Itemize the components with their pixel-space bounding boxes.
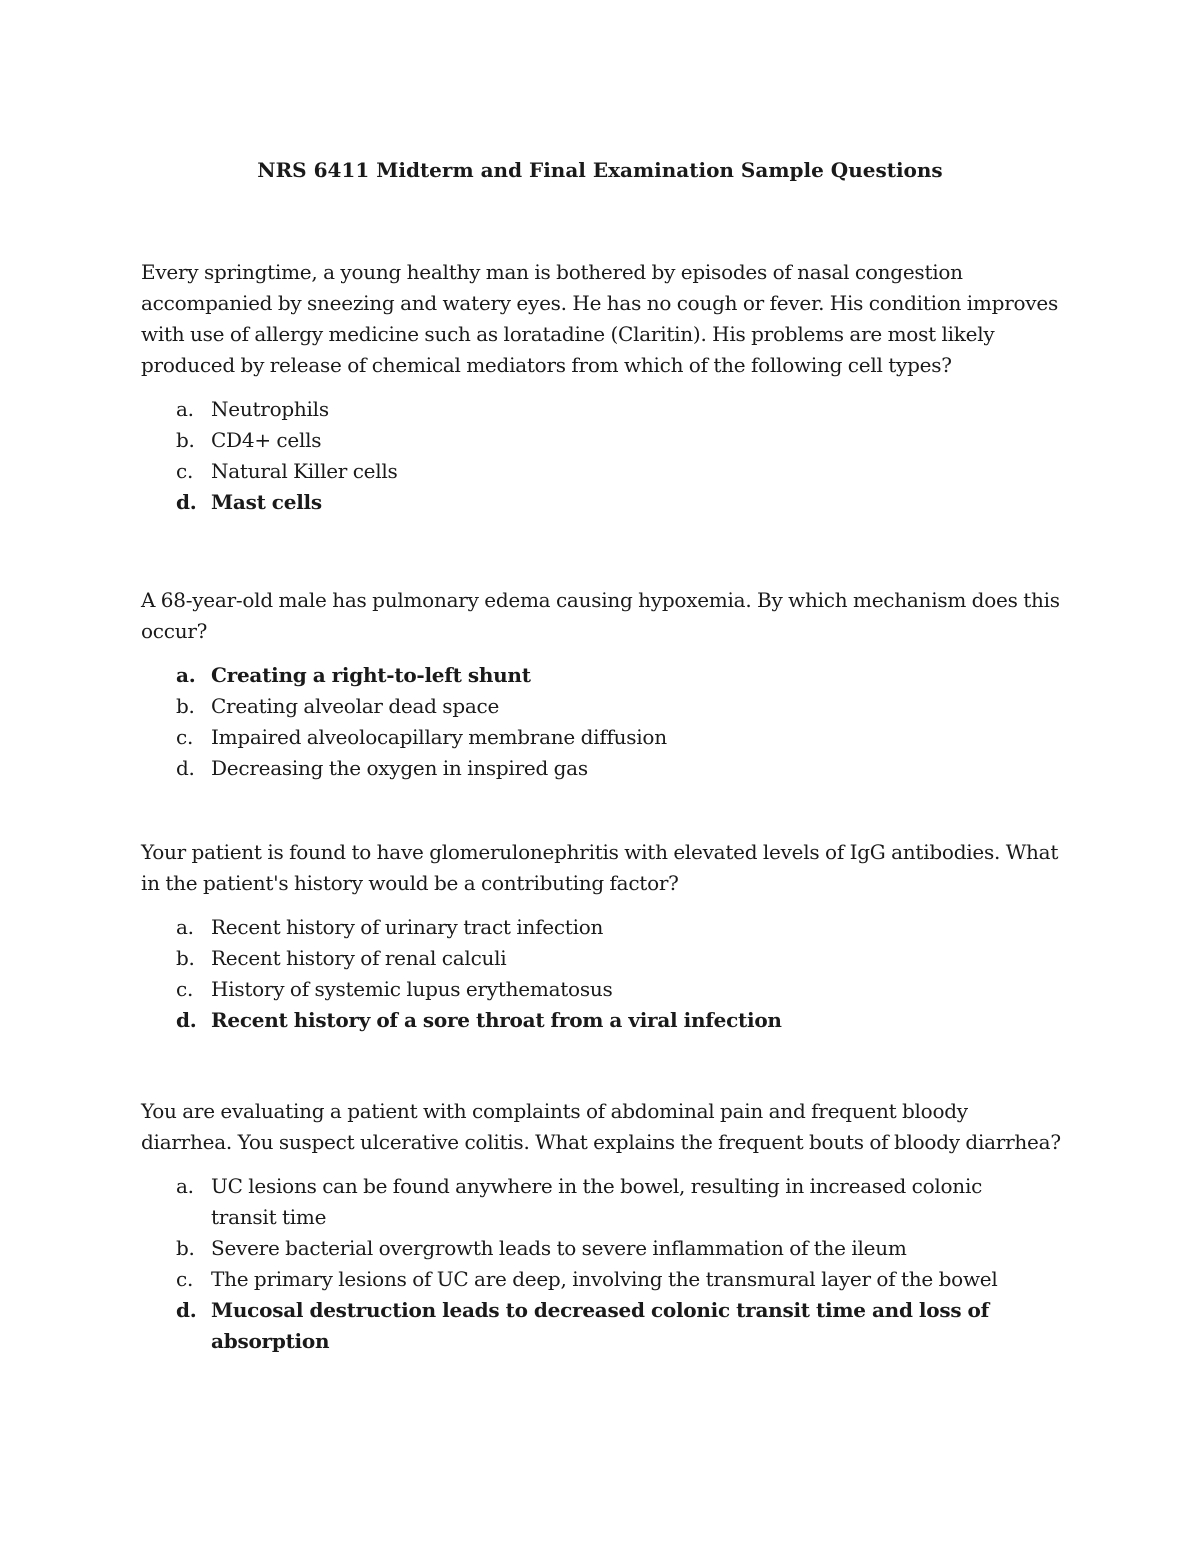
option-text: Natural Killer cells <box>211 459 398 483</box>
option-letter: b. <box>176 1236 195 1260</box>
question-stem: Your patient is found to have glomerulonephritis with elevated levels of IgG antibodies. What in the patient's history would be a contributing factor? <box>141 840 1059 895</box>
answer-option-c <box>141 456 1061 487</box>
answer-option-d-correct <box>141 1295 1061 1357</box>
option-letter: b. <box>176 694 195 718</box>
option-letter: b. <box>176 428 195 452</box>
answer-option-c <box>141 1264 1061 1295</box>
option-text: The primary lesions of UC are deep, involving the transmural layer of the bowel <box>211 1267 998 1291</box>
option-letter: d. <box>176 1008 197 1032</box>
option-text: Decreasing the oxygen in inspired gas <box>211 756 588 780</box>
option-text: UC lesions can be found anywhere in the bowel, resulting in increased colonic transit time <box>211 1174 983 1229</box>
answer-option-a-correct <box>141 660 1061 691</box>
option-letter: c. <box>176 1267 194 1291</box>
option-text: CD4+ cells <box>211 428 322 452</box>
question-2 <box>141 585 1061 784</box>
option-text: History of systemic lupus erythematosus <box>211 977 613 1001</box>
answer-option-a <box>141 394 1061 425</box>
option-text: Recent history of a sore throat from a viral infection <box>211 1008 782 1032</box>
answer-option-b <box>141 1233 1061 1264</box>
question-stem: Every springtime, a young healthy man is bothered by episodes of nasal congestion accompanied by sneezing and watery eyes. He has no cough or fever. His condition improves with use of allergy medicine such as loratadine (Claritin). His problems are most likely produced by release of chemical mediators from which of the following cell types? <box>141 260 1058 377</box>
option-text: Neutrophils <box>211 397 329 421</box>
answer-option-d <box>141 753 1061 784</box>
answer-option-b <box>141 425 1061 456</box>
answer-option-a <box>141 1171 1061 1233</box>
option-text: Creating alveolar dead space <box>211 694 500 718</box>
option-text: Recent history of renal calculi <box>211 946 507 970</box>
option-letter: a. <box>176 663 196 687</box>
answer-option-c <box>141 974 1061 1005</box>
answer-options <box>141 912 1061 1036</box>
question-1 <box>141 257 1061 518</box>
answer-option-a <box>141 912 1061 943</box>
option-text: Severe bacterial overgrowth leads to severe inflammation of the ileum <box>211 1236 907 1260</box>
page-title: NRS 6411 Midterm and Final Examination Sample Questions <box>257 158 943 182</box>
option-text: Impaired alveolocapillary membrane diffusion <box>211 725 667 749</box>
option-letter: b. <box>176 946 195 970</box>
answer-option-d-correct <box>141 1005 1061 1036</box>
option-text: Creating a right-to-left shunt <box>211 663 531 687</box>
answer-options <box>141 660 1061 784</box>
answer-option-b <box>141 691 1061 722</box>
option-letter: a. <box>176 1174 194 1198</box>
answer-option-c <box>141 722 1061 753</box>
question-stem: You are evaluating a patient with complaints of abdominal pain and frequent bloody diarrhea. You suspect ulcerative colitis. What explains the frequent bouts of bloody diarrhea? <box>141 1099 1061 1154</box>
option-letter: c. <box>176 459 194 483</box>
option-text: Recent history of urinary tract infection <box>211 915 604 939</box>
option-text: Mast cells <box>211 490 322 514</box>
answer-option-d-correct <box>141 487 1061 518</box>
option-letter: a. <box>176 915 194 939</box>
option-letter: d. <box>176 756 195 780</box>
option-letter: d. <box>176 490 197 514</box>
option-letter: c. <box>176 977 194 1001</box>
question-stem: A 68-year-old male has pulmonary edema causing hypoxemia. By which mechanism does this occur? <box>141 588 1060 643</box>
option-letter: a. <box>176 397 194 421</box>
option-text: Mucosal destruction leads to decreased colonic transit time and loss of absorption <box>211 1298 990 1353</box>
option-letter: c. <box>176 725 194 749</box>
question-4 <box>141 1096 1061 1357</box>
answer-options <box>141 394 1061 518</box>
option-letter: d. <box>176 1298 197 1322</box>
question-3 <box>141 837 1061 1036</box>
answer-option-b <box>141 943 1061 974</box>
answer-options <box>141 1171 1061 1357</box>
